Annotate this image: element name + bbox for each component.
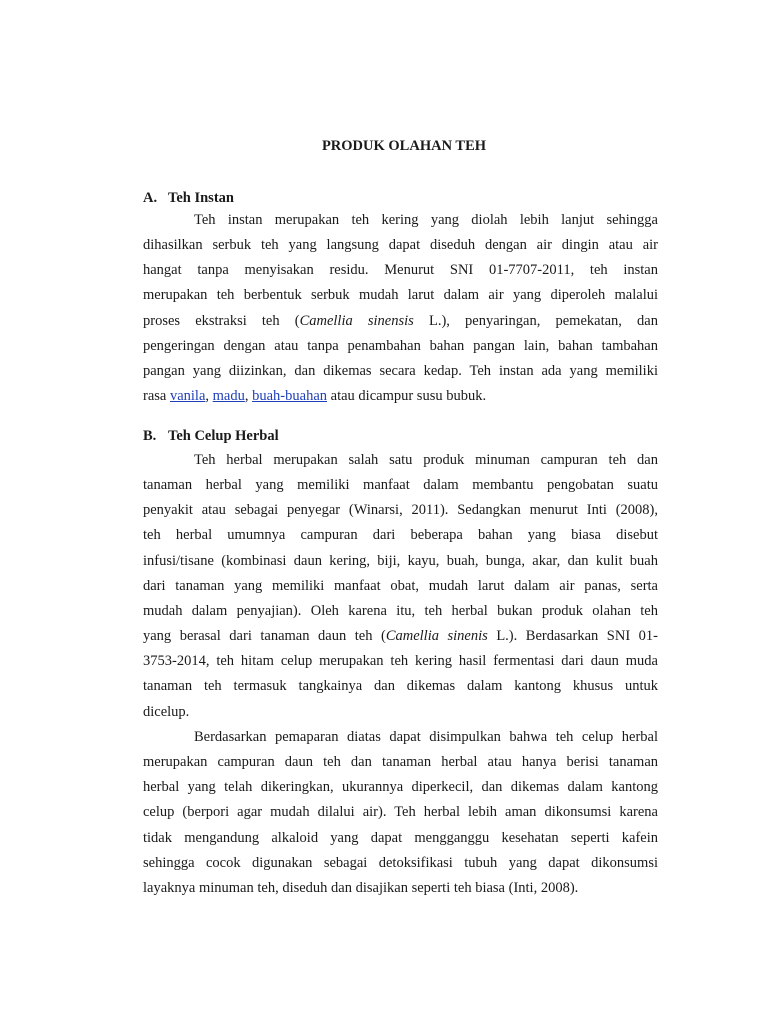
- text-line: layaknya minuman teh, diseduh dan disajikan seperti teh biasa (Inti, 2008).: [143, 879, 579, 896]
- section-b-paragraph-1: [143, 448, 658, 725]
- link-buah-buahan[interactable]: buah-buahan: [252, 388, 328, 405]
- text-line: 3753-2014, teh hitam celup merupakan teh kering hasil fermentasi dari daun muda: [143, 653, 658, 670]
- text-line: Berdasarkan pemaparan diatas dapat disimpulkan bahwa teh celup herbal: [194, 729, 658, 745]
- link-madu[interactable]: madu: [212, 388, 245, 405]
- species-name: Camellia sinensis: [299, 312, 414, 329]
- text-line: teh herbal umumnya campuran dari beberapa bahan yang biasa disebut: [143, 527, 658, 544]
- text-line: pangan yang diizinkan, dan dikemas secara kedap. Teh instan ada yang memiliki: [143, 362, 658, 379]
- section-a-heading: [143, 188, 234, 208]
- text-run: rasa: [143, 388, 170, 405]
- text-line: sehingga cocok digunakan sebagai detoksifikasi tubuh yang dapat dikonsumsi: [143, 854, 658, 871]
- text-run: atau dicampur susu bubuk.: [327, 388, 487, 405]
- text-line: Teh instan merupakan teh kering yang diolah lebih lanjut sehingga: [194, 212, 658, 228]
- section-a-paragraph: [143, 208, 658, 409]
- text-line: mudah dalam penyajian). Oleh karena itu, teh herbal bukan produk olahan teh: [143, 602, 658, 619]
- text-line: dihasilkan serbuk teh yang langsung dapat diseduh dengan air dingin atau air: [143, 237, 658, 254]
- page-title: PRODUK OLAHAN TEH: [321, 138, 487, 154]
- section-a-letter: A.: [143, 190, 158, 206]
- text-line: merupakan campuran daun teh dan tanaman herbal atau hanya berisi tanaman: [143, 754, 658, 771]
- text-line: celup (berpori agar mudah dilalui air). Teh herbal lebih aman dikonsumsi karena: [143, 804, 658, 821]
- text-run: proses ekstraksi teh (: [143, 312, 300, 329]
- link-vanila[interactable]: vanila: [169, 388, 206, 405]
- text-line: tanaman herbal yang memiliki manfaat dalam membantu pengobatan suatu: [143, 477, 658, 494]
- text-line: [143, 624, 658, 649]
- text-line: dicelup.: [143, 703, 190, 720]
- text-line: tidak mengandung alkaloid yang dapat mengganggu kesehatan seperti kafein: [143, 829, 658, 846]
- text-line: herbal yang telah dikeringkan, ukurannya diperkecil, dan dikemas dalam kantong: [143, 779, 658, 796]
- text-line: pengeringan dengan atau tanpa penambahan bahan pangan lain, bahan tambahan: [143, 337, 658, 354]
- text-line: rasa vanila, madu, buah-buahan atau dicampur susu bubuk.: [143, 388, 487, 405]
- text-line: merupakan teh berbentuk serbuk mudah larut dalam air yang diperoleh malalui: [143, 287, 658, 304]
- section-b-letter: B.: [143, 428, 157, 444]
- text-line: penyakit atau sebagai penyegar (Winarsi, 2011). Sedangkan menurut Inti (2008),: [143, 502, 658, 519]
- text-line: dari tanaman yang memiliki manfaat obat, mudah larut dalam air panas, serta: [143, 577, 658, 594]
- text-run: yang berasal dari tanaman daun teh (: [143, 628, 386, 645]
- text-line: tanaman teh termasuk tangkainya dan dikemas dalam kantong khusus untuk: [143, 678, 658, 695]
- text-line: Teh herbal merupakan salah satu produk minuman campuran teh dan: [194, 452, 658, 468]
- text-run: L.), penyaringan, pemekatan, dan: [413, 312, 658, 329]
- section-b-title: Teh Celup Herbal: [168, 428, 279, 444]
- species-name: Camellia sinenis: [385, 628, 488, 645]
- section-b-paragraph-2: [143, 725, 658, 901]
- text-line: infusi/tisane (kombinasi daun kering, biji, kayu, buah, bunga, akar, dan kulit buah: [143, 552, 658, 569]
- text-line: [143, 309, 658, 334]
- section-a-title: Teh Instan: [168, 190, 234, 206]
- text-line: hangat tanpa menyisakan residu. Menurut SNI 01-7707-2011, teh instan: [143, 262, 658, 279]
- section-b-heading: [143, 426, 279, 446]
- text-run: L.). Berdasarkan SNI 01-: [487, 628, 659, 645]
